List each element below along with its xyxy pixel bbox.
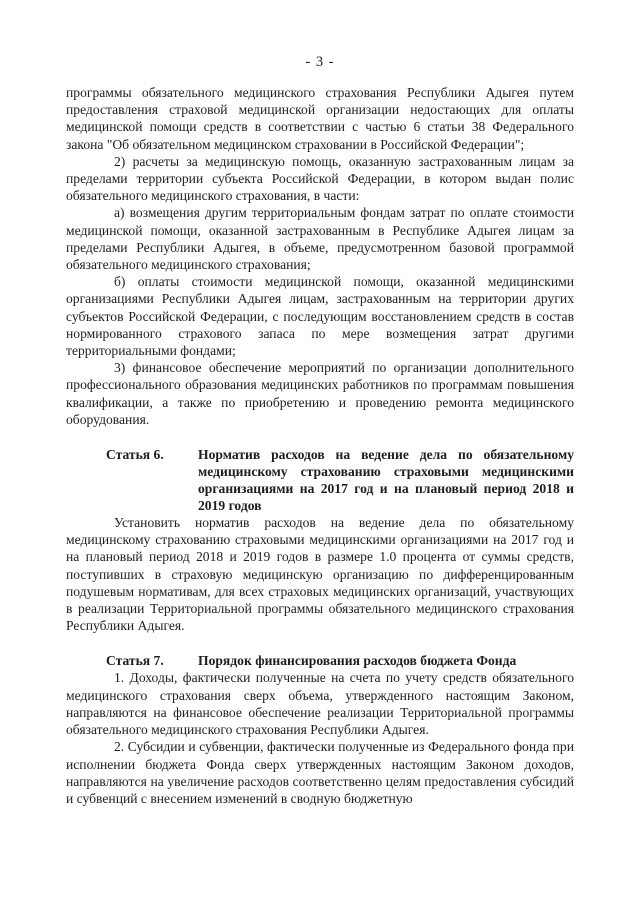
document-body — [66, 84, 574, 807]
page-number: - 3 - — [305, 54, 335, 70]
article-7-paragraph-2: 2. Субсидии и субвенции, фактически полученные из Федерального фонда при исполнении бюджета Фонда сверх утвержденных настоящим Законом доходов, направляются на увеличение расходов соответственно целям предоставления субсидий и субвенций с внесением изменений в сводную бюджетную — [66, 739, 574, 806]
article-6-text: Установить норматив расходов на ведение дела по обязательному медицинскому страхованию страховыми медицинскими организациями на 2017 год и на плановый период 2018 и 2019 годов в размере 1.0 процента от суммы средств, поступивших в страховую медицинскую организацию по дифференцированным подушевым нормативам, для всех страховых медицинских организаций, участвующих в реализации Территориальной программы обязательного медицинского страхования Республики Адыгея. — [66, 515, 574, 634]
paragraph-item-2b: б) оплаты стоимости медицинской помощи, оказанной медицинскими организациями Республики Адыгея лицам, застрахованным на территории других субъектов Российской Федерации, с последующим восстановлением средств в состав нормированного страхового запаса по мере возмещения затрат другими территориальными фондами; — [66, 274, 574, 359]
paragraph-item-3: 3) финансовое обеспечение мероприятий по организации дополнительного профессионального образования медицинских работников по программам повышения квалификации, а также по приобретению и проведению ремонта медицинского оборудования. — [66, 360, 574, 427]
article-7-label: Статья 7. — [106, 653, 164, 669]
article-6-label: Статья 6. — [106, 447, 164, 463]
article-6-title: Норматив расходов на ведение дела по обязательному медицинскому страхованию страховыми медицинскими организациями на 2017 год и на плановый период 2018 и 2019 годов — [198, 447, 574, 514]
article-7-title: Порядок финансирования расходов бюджета Фонда — [198, 653, 517, 669]
article-7-heading — [66, 652, 574, 669]
article-6-heading — [66, 446, 574, 514]
paragraph-continuation: программы обязательного медицинского страхования Республики Адыгея путем предоставления страховой медицинской организации недостающих для оплаты медицинской помощи средств в соответствии с частью 6 статьи 38 Федерального закона "Об обязательном медицинском страховании в Российской Федерации"; — [66, 85, 574, 152]
paragraph-item-2a: а) возмещения другим территориальным фондам затрат по оплате стоимости медицинской помощи, оказанной застрахованным в Республике Адыгея лицам за пределами Республики Адыгея, в объеме, предусмотренном базовой программой обязательного медицинского страхования; — [66, 205, 574, 273]
paragraph-item-2: 2) расчеты за медицинскую помощь, оказанную застрахованным лицам за пределами территории субъекта Российской Федерации, в котором выдан полис обязательного медицинского страхования, в части: — [66, 153, 574, 204]
article-7-paragraph-1: 1. Доходы, фактически полученные на счета по учету средств обязательного медицинского страхования сверх объема, утвержденного настоящим Законом, направляются на финансовое обеспечение реализации Территориальной программы обязательного медицинского страхования Республики Адыгея. — [66, 670, 574, 738]
